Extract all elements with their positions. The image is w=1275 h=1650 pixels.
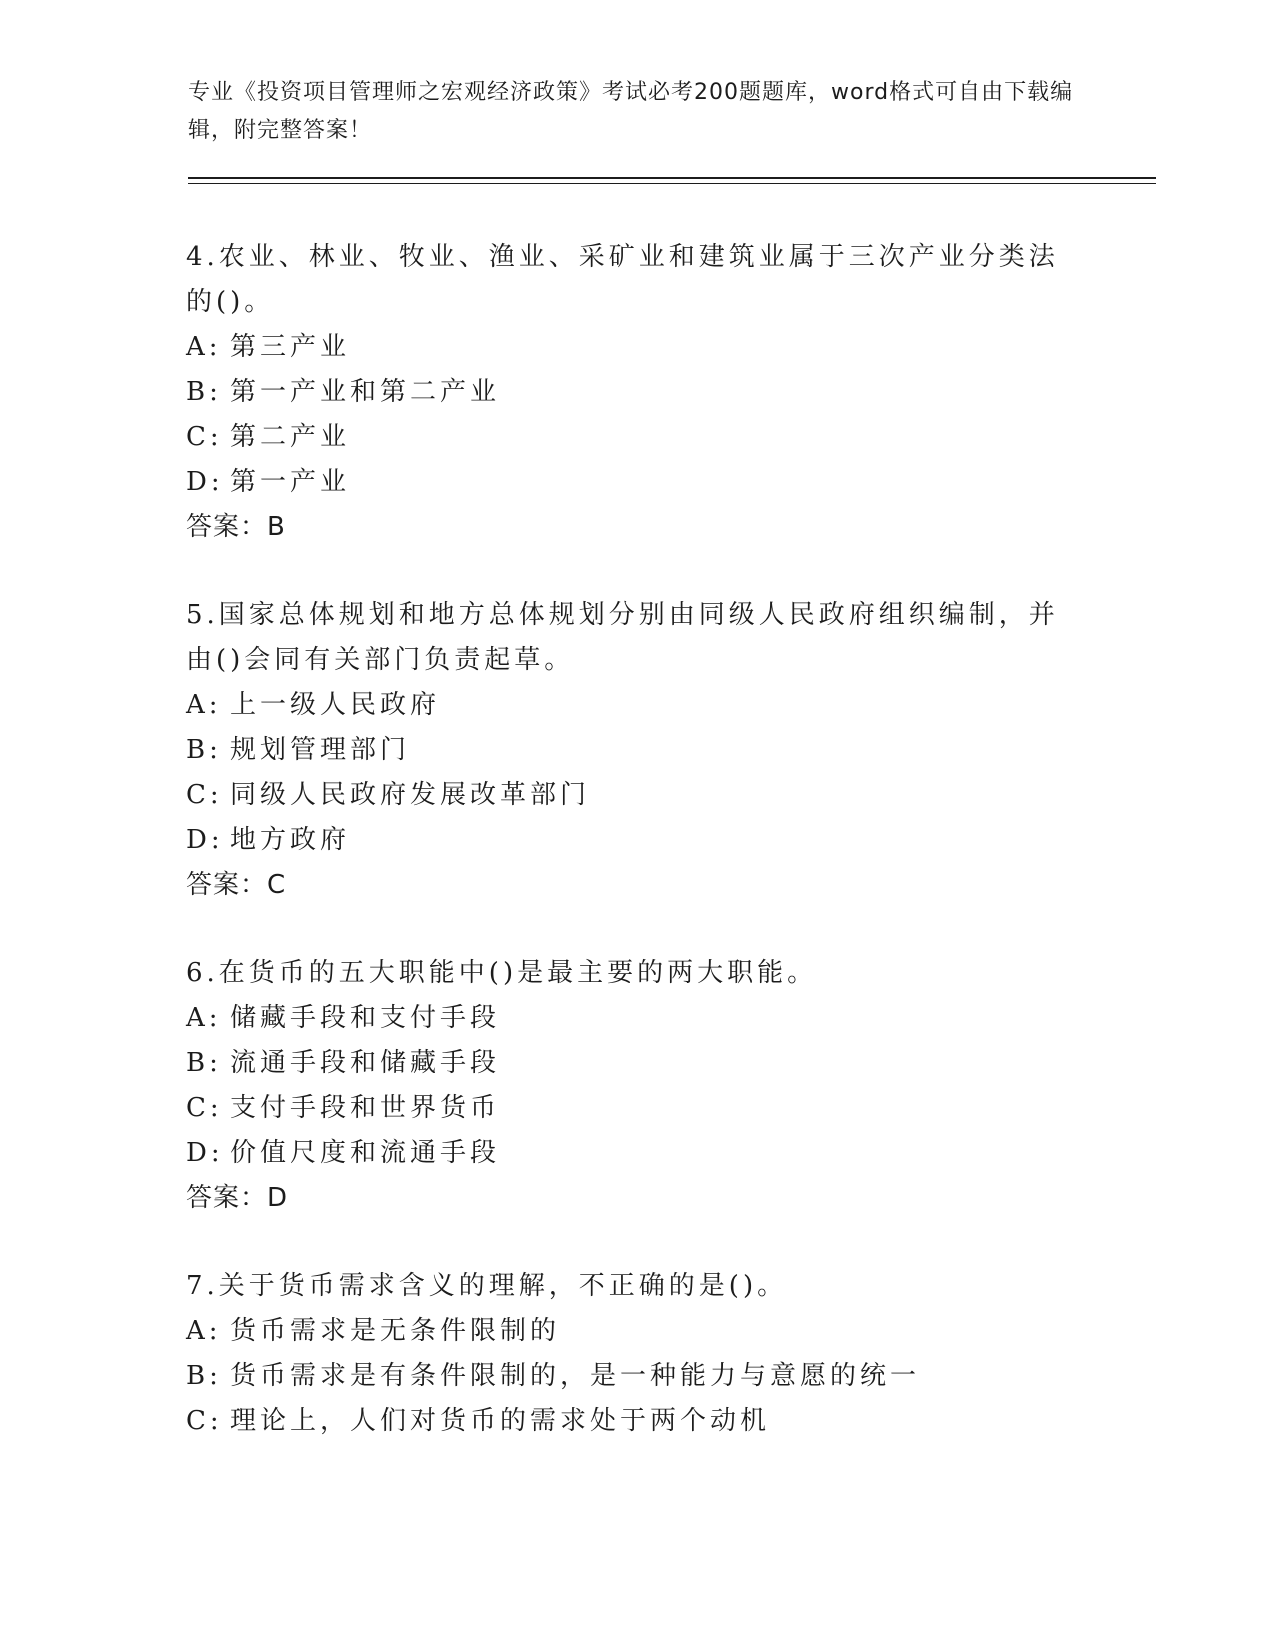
option-key: B: <box>186 1361 222 1391</box>
option-b <box>186 1041 1086 1086</box>
option-text: 上一级人民政府 <box>230 690 441 720</box>
option-d <box>186 818 1086 863</box>
option-b <box>186 728 1086 773</box>
option-key: B: <box>186 377 222 407</box>
option-a <box>186 1309 1086 1354</box>
option-text: 第一产业和第二产业 <box>230 377 501 407</box>
header-divider-thin <box>188 183 1156 184</box>
question-stem: 4.农业、林业、牧业、渔业、采矿业和建筑业属于三次产业分类法的()。 <box>186 242 1059 317</box>
option-key: C: <box>186 1406 223 1436</box>
option-a <box>186 683 1086 728</box>
option-key: A: <box>186 1003 222 1033</box>
option-key: D: <box>186 825 224 855</box>
option-text: 第一产业 <box>230 467 351 497</box>
option-key: C: <box>186 1093 223 1123</box>
option-key: A: <box>186 1316 222 1346</box>
option-text: 货币需求是无条件限制的 <box>230 1316 561 1346</box>
option-text: 货币需求是有条件限制的，是一种能力与意愿的统一 <box>230 1361 921 1391</box>
option-text: 储藏手段和支付手段 <box>230 1003 501 1033</box>
question-stem: 5.国家总体规划和地方总体规划分别由同级人民政府组织编制，并由()会同有关部门负责起草。 <box>186 600 1059 675</box>
answer-line: 答案：D <box>186 1183 289 1213</box>
question-item <box>186 593 1086 908</box>
option-key: D: <box>186 1138 224 1168</box>
option-b <box>186 1354 1086 1399</box>
question-list <box>186 235 1086 1487</box>
option-key: D: <box>186 467 224 497</box>
option-text: 理论上，人们对货币的需求处于两个动机 <box>230 1406 771 1436</box>
option-key: C: <box>186 422 223 452</box>
option-a <box>186 996 1086 1041</box>
option-c <box>186 415 1086 460</box>
option-d <box>186 460 1086 505</box>
option-key: A: <box>186 332 222 362</box>
option-text: 流通手段和储藏手段 <box>230 1048 501 1078</box>
option-text: 支付手段和世界货币 <box>230 1093 501 1123</box>
question-stem: 7.关于货币需求含义的理解，不正确的是()。 <box>186 1271 788 1301</box>
option-c <box>186 1399 1086 1444</box>
option-text: 规划管理部门 <box>230 735 411 765</box>
option-c <box>186 773 1086 818</box>
option-key: B: <box>186 735 222 765</box>
question-stem: 6.在货币的五大职能中()是最主要的两大职能。 <box>186 958 818 988</box>
question-item <box>186 951 1086 1221</box>
option-c <box>186 1086 1086 1131</box>
option-text: 第三产业 <box>230 332 351 362</box>
option-d <box>186 1131 1086 1176</box>
option-a <box>186 325 1086 370</box>
option-text: 地方政府 <box>230 825 351 855</box>
answer-line: 答案：C <box>186 870 287 900</box>
option-text: 同级人民政府发展改革部门 <box>230 780 591 810</box>
document-header: 专业《投资项目管理师之宏观经济政策》考试必考200题题库，word格式可自由下载编辑，附完整答案！ <box>188 80 1074 143</box>
question-item <box>186 235 1086 550</box>
option-b <box>186 370 1086 415</box>
answer-line: 答案：B <box>186 512 286 542</box>
option-text: 价值尺度和流通手段 <box>230 1138 501 1168</box>
option-key: B: <box>186 1048 222 1078</box>
option-key: A: <box>186 690 222 720</box>
header-divider-thick <box>188 177 1156 179</box>
option-text: 第二产业 <box>230 422 351 452</box>
question-item <box>186 1264 1086 1444</box>
option-key: C: <box>186 780 223 810</box>
